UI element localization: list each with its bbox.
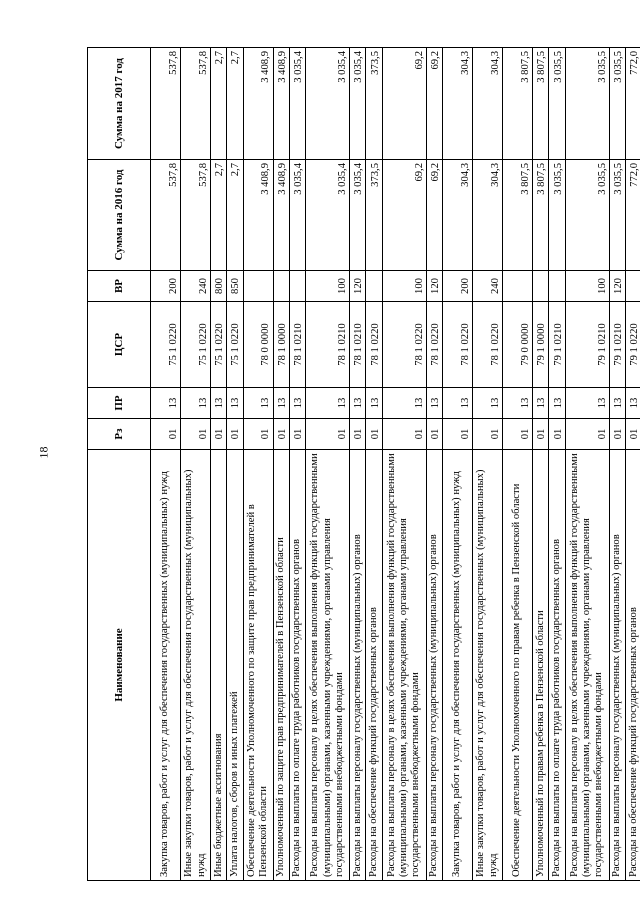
vr-cell: 200 [151, 271, 181, 302]
name-cell: Иные закупки товаров, работ и услуг для обеспечения государственных (муниципальных) нужд [473, 450, 503, 881]
rz-cell: 01 [289, 419, 305, 450]
name-cell: Обеспечение деятельности Уполномоченного по правам ребенка в Пензенской области [503, 450, 533, 881]
sum-2016-cell: 304,3 [473, 160, 503, 271]
table-row [503, 48, 533, 881]
sum-2017-cell: 3 035,5 [565, 48, 609, 160]
sum-2016-cell: 772,0 [625, 160, 640, 271]
name-cell: Расходы на выплаты персоналу государственных (муниципальных) органов [609, 450, 625, 881]
csr-cell: 78 1 0220 [473, 302, 503, 388]
sum-2016-cell: 3 807,5 [533, 160, 549, 271]
table-row [306, 48, 350, 881]
csr-cell: 78 1 0210 [289, 302, 305, 388]
pr-cell: 13 [382, 388, 426, 419]
name-cell: Расходы на выплаты по оплате труда работников государственных органов [549, 450, 565, 881]
sum-2016-cell: 304,3 [443, 160, 473, 271]
pr-cell: 13 [533, 388, 549, 419]
pr-cell: 13 [306, 388, 350, 419]
rz-cell: 01 [151, 419, 181, 450]
name-cell: Расходы на выплаты персоналу в целях обеспечения выполнения функций государственными (муниципальными) органами, казенными учреждениями, органами управления государственными внебюджетными фондами [382, 450, 426, 881]
csr-cell: 79 1 0210 [609, 302, 625, 388]
sum-2017-cell: 3 408,9 [243, 48, 273, 160]
sum-2016-cell: 373,5 [366, 160, 382, 271]
pr-cell: 13 [609, 388, 625, 419]
sum-2017-cell: 3 035,4 [306, 48, 350, 160]
name-cell: Уполномоченный по правам ребенка в Пензенской области [533, 450, 549, 881]
sum-2016-cell: 537,8 [181, 160, 211, 271]
vr-cell: 100 [382, 271, 426, 302]
sum-2017-cell: 3 035,5 [549, 48, 565, 160]
name-cell: Иные закупки товаров, работ и услуг для обеспечения государственных (муниципальных) нужд [181, 450, 211, 881]
vr-cell [549, 271, 565, 302]
header-csr: ЦСР [88, 302, 151, 388]
pr-cell: 13 [565, 388, 609, 419]
sum-2017-cell: 304,3 [443, 48, 473, 160]
pr-cell: 13 [350, 388, 366, 419]
rz-cell: 01 [549, 419, 565, 450]
vr-cell [366, 271, 382, 302]
name-cell: Расходы на выплаты персоналу в целях обеспечения выполнения функций государственными (муниципальными) органами, казенными учреждениями, органами управления государственными внебюджетными фондами [565, 450, 609, 881]
vr-cell: 800 [211, 271, 227, 302]
pr-cell: 13 [151, 388, 181, 419]
rz-cell: 01 [533, 419, 549, 450]
sum-2016-cell: 3 035,4 [306, 160, 350, 271]
table-row [549, 48, 565, 881]
sum-2017-cell: 69,2 [382, 48, 426, 160]
table-row [273, 48, 289, 881]
rz-cell: 01 [473, 419, 503, 450]
vr-cell: 100 [565, 271, 609, 302]
sum-2016-cell: 2,7 [227, 160, 243, 271]
csr-cell: 75 1 0220 [227, 302, 243, 388]
table-row [289, 48, 305, 881]
rz-cell: 01 [565, 419, 609, 450]
csr-cell: 78 1 0210 [350, 302, 366, 388]
header-sum-2016: Сумма на 2016 год [88, 160, 151, 271]
pr-cell: 13 [289, 388, 305, 419]
sum-2017-cell: 537,8 [181, 48, 211, 160]
sum-2016-cell: 3 035,5 [609, 160, 625, 271]
csr-cell: 78 1 0210 [306, 302, 350, 388]
csr-cell: 78 0 0000 [243, 302, 273, 388]
table-row [151, 48, 181, 881]
name-cell: Расходы на обеспечение функций государственных органов [625, 450, 640, 881]
name-cell: Уплата налогов, сборов и иных платежей [227, 450, 243, 881]
budget-table-container [87, 48, 640, 881]
header-rz: Рз [88, 419, 151, 450]
header-sum-2017: Сумма на 2017 год [88, 48, 151, 160]
sum-2017-cell: 373,5 [366, 48, 382, 160]
sum-2016-cell: 69,2 [382, 160, 426, 271]
sum-2017-cell: 69,2 [426, 48, 442, 160]
table-row [181, 48, 211, 881]
table-row [243, 48, 273, 881]
csr-cell: 79 0 0000 [503, 302, 533, 388]
vr-cell: 120 [426, 271, 442, 302]
table-header-row [88, 48, 151, 881]
sum-2017-cell: 3 035,4 [289, 48, 305, 160]
pr-cell: 13 [243, 388, 273, 419]
table-row [366, 48, 382, 881]
rz-cell: 01 [227, 419, 243, 450]
table-row [625, 48, 640, 881]
header-pr: ПР [88, 388, 151, 419]
rz-cell: 01 [306, 419, 350, 450]
rz-cell: 01 [211, 419, 227, 450]
pr-cell: 13 [625, 388, 640, 419]
csr-cell: 78 1 0220 [382, 302, 426, 388]
table-row [565, 48, 609, 881]
rz-cell: 01 [382, 419, 426, 450]
rz-cell: 01 [350, 419, 366, 450]
vr-cell [289, 271, 305, 302]
vr-cell [503, 271, 533, 302]
sum-2016-cell: 3 035,5 [549, 160, 565, 271]
csr-cell: 75 1 0220 [151, 302, 181, 388]
vr-cell: 240 [473, 271, 503, 302]
sum-2016-cell: 3 035,4 [350, 160, 366, 271]
table-row [609, 48, 625, 881]
rz-cell: 01 [181, 419, 211, 450]
vr-cell: 240 [181, 271, 211, 302]
rz-cell: 01 [609, 419, 625, 450]
sum-2016-cell: 3 035,4 [289, 160, 305, 271]
csr-cell: 79 1 0210 [565, 302, 609, 388]
sum-2016-cell: 3 807,5 [503, 160, 533, 271]
rz-cell: 01 [243, 419, 273, 450]
name-cell: Иные бюджетные ассигнования [211, 450, 227, 881]
sum-2017-cell: 304,3 [473, 48, 503, 160]
sum-2016-cell: 3 408,9 [243, 160, 273, 271]
rz-cell: 01 [426, 419, 442, 450]
csr-cell: 78 1 0220 [426, 302, 442, 388]
name-cell: Расходы на выплаты по оплате труда работников государственных органов [289, 450, 305, 881]
vr-cell: 200 [443, 271, 473, 302]
sum-2017-cell: 3 807,5 [533, 48, 549, 160]
table-row [211, 48, 227, 881]
csr-cell: 78 1 0000 [273, 302, 289, 388]
pr-cell: 13 [549, 388, 565, 419]
table-row [382, 48, 426, 881]
sum-2017-cell: 2,7 [227, 48, 243, 160]
csr-cell: 75 1 0220 [181, 302, 211, 388]
header-name: Наименование [88, 450, 151, 881]
rz-cell: 01 [443, 419, 473, 450]
rz-cell: 01 [503, 419, 533, 450]
name-cell: Расходы на выплаты персоналу государственных (муниципальных) органов [426, 450, 442, 881]
pr-cell: 13 [181, 388, 211, 419]
sum-2017-cell: 537,8 [151, 48, 181, 160]
sum-2016-cell: 3 408,9 [273, 160, 289, 271]
page-number: 18 [36, 446, 51, 459]
vr-cell [273, 271, 289, 302]
vr-cell: 120 [350, 271, 366, 302]
csr-cell: 79 1 0000 [533, 302, 549, 388]
rz-cell: 01 [366, 419, 382, 450]
rz-cell: 01 [273, 419, 289, 450]
vr-cell [243, 271, 273, 302]
sum-2017-cell: 3 807,5 [503, 48, 533, 160]
pr-cell: 13 [503, 388, 533, 419]
vr-cell: 850 [227, 271, 243, 302]
name-cell: Закупка товаров, работ и услуг для обеспечения государственных (муниципальных) нужд [151, 450, 181, 881]
table-row [350, 48, 366, 881]
table-row [473, 48, 503, 881]
name-cell: Уполномоченный по защите прав предпринимателей в Пензенской области [273, 450, 289, 881]
pr-cell: 13 [211, 388, 227, 419]
pr-cell: 13 [366, 388, 382, 419]
vr-cell: 100 [306, 271, 350, 302]
sum-2016-cell: 69,2 [426, 160, 442, 271]
budget-table [87, 47, 640, 881]
table-row [533, 48, 549, 881]
name-cell: Расходы на выплаты персоналу государственных (муниципальных) органов [350, 450, 366, 881]
sum-2017-cell: 3 035,5 [609, 48, 625, 160]
rz-cell: 01 [625, 419, 640, 450]
name-cell: Расходы на обеспечение функций государственных органов [366, 450, 382, 881]
csr-cell: 78 1 0220 [366, 302, 382, 388]
vr-cell [533, 271, 549, 302]
vr-cell [625, 271, 640, 302]
pr-cell: 13 [426, 388, 442, 419]
table-row [227, 48, 243, 881]
sum-2017-cell: 2,7 [211, 48, 227, 160]
csr-cell: 78 1 0220 [443, 302, 473, 388]
sum-2016-cell: 2,7 [211, 160, 227, 271]
name-cell: Обеспечение деятельности Уполномоченного по защите прав предпринимателей в Пензенской области [243, 450, 273, 881]
csr-cell: 75 1 0220 [211, 302, 227, 388]
sum-2016-cell: 537,8 [151, 160, 181, 271]
sum-2016-cell: 3 035,5 [565, 160, 609, 271]
name-cell: Расходы на выплаты персоналу в целях обеспечения выполнения функций государственными (муниципальными) органами, казенными учреждениями, органами управления государственными внебюджетными фондами [306, 450, 350, 881]
pr-cell: 13 [473, 388, 503, 419]
header-vr: ВР [88, 271, 151, 302]
csr-cell: 79 1 0210 [549, 302, 565, 388]
vr-cell: 120 [609, 271, 625, 302]
sum-2017-cell: 3 035,4 [350, 48, 366, 160]
pr-cell: 13 [227, 388, 243, 419]
sum-2017-cell: 3 408,9 [273, 48, 289, 160]
table-row [443, 48, 473, 881]
pr-cell: 13 [273, 388, 289, 419]
csr-cell: 79 1 0220 [625, 302, 640, 388]
name-cell: Закупка товаров, работ и услуг для обеспечения государственных (муниципальных) нужд [443, 450, 473, 881]
sum-2017-cell: 772,0 [625, 48, 640, 160]
table-row [426, 48, 442, 881]
pr-cell: 13 [443, 388, 473, 419]
